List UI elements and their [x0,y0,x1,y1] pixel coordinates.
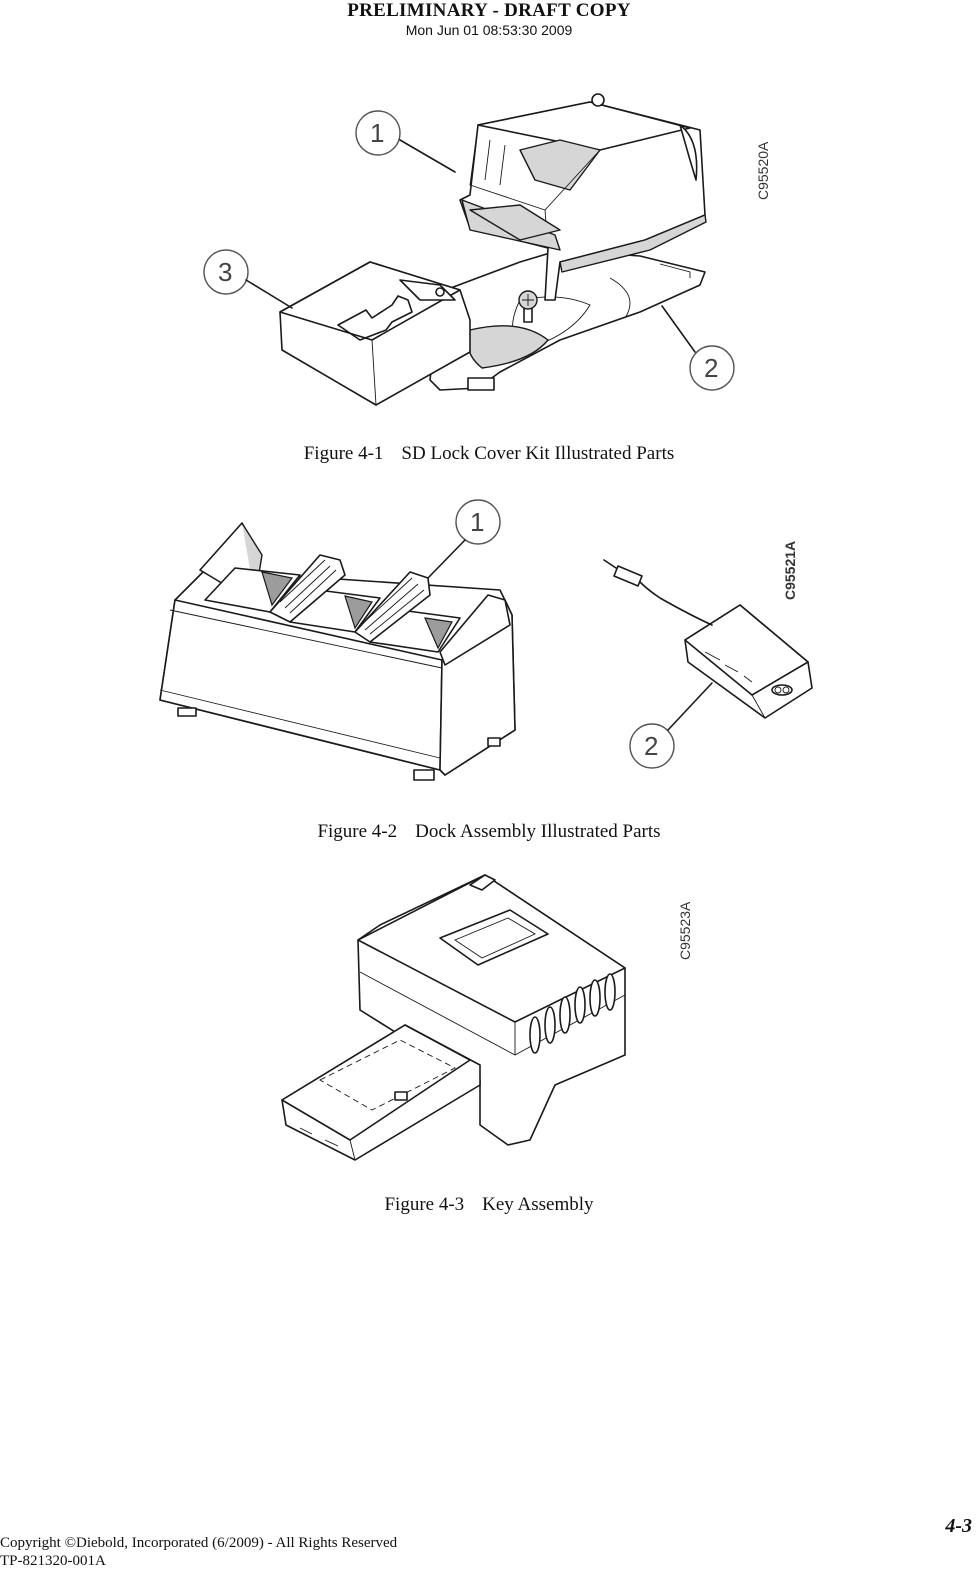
figure-4-3-illustration [0,865,978,1165]
figure-4-1-number: Figure 4-1 [303,443,384,464]
drawing-code-c95523a: C95523A [677,901,693,960]
drawing-code-c95520a: C95520A [755,141,771,200]
figure-4-3-number: Figure 4-3 [384,1194,465,1215]
figure-4-1-title: SD Lock Cover Kit Illustrated Parts [401,443,675,464]
figure-4-2-title: Dock Assembly Illustrated Parts [415,821,661,842]
figure-4-2-illustration [0,480,978,820]
drawing-code-c95521a: C95521A [782,540,798,600]
figure-4-3-title: Key Assembly [482,1194,594,1215]
figure-4-2-number: Figure 4-2 [317,821,398,842]
figure-4-1-caption [0,443,978,465]
draft-header-title: PRELIMINARY - DRAFT COPY [347,0,631,21]
svg-text:1: 1 [370,118,385,148]
figure-4-2-caption [0,821,978,843]
page-number: 4-3 [945,1515,972,1537]
figure-4-1-illustration [0,0,978,440]
svg-text:1: 1 [470,507,485,537]
document-number: TP-821320-001A [0,1553,106,1569]
power-cable [640,582,712,625]
draft-timestamp: Mon Jun 01 08:53:30 2009 [405,22,573,38]
svg-text:3: 3 [218,257,233,287]
svg-text:2: 2 [644,731,659,761]
copyright-notice: Copyright ©Diebold, Incorporated (6/2009) - All Rights Reserved [0,1535,398,1551]
figure-4-3-caption [0,1194,978,1216]
svg-text:2: 2 [704,353,719,383]
